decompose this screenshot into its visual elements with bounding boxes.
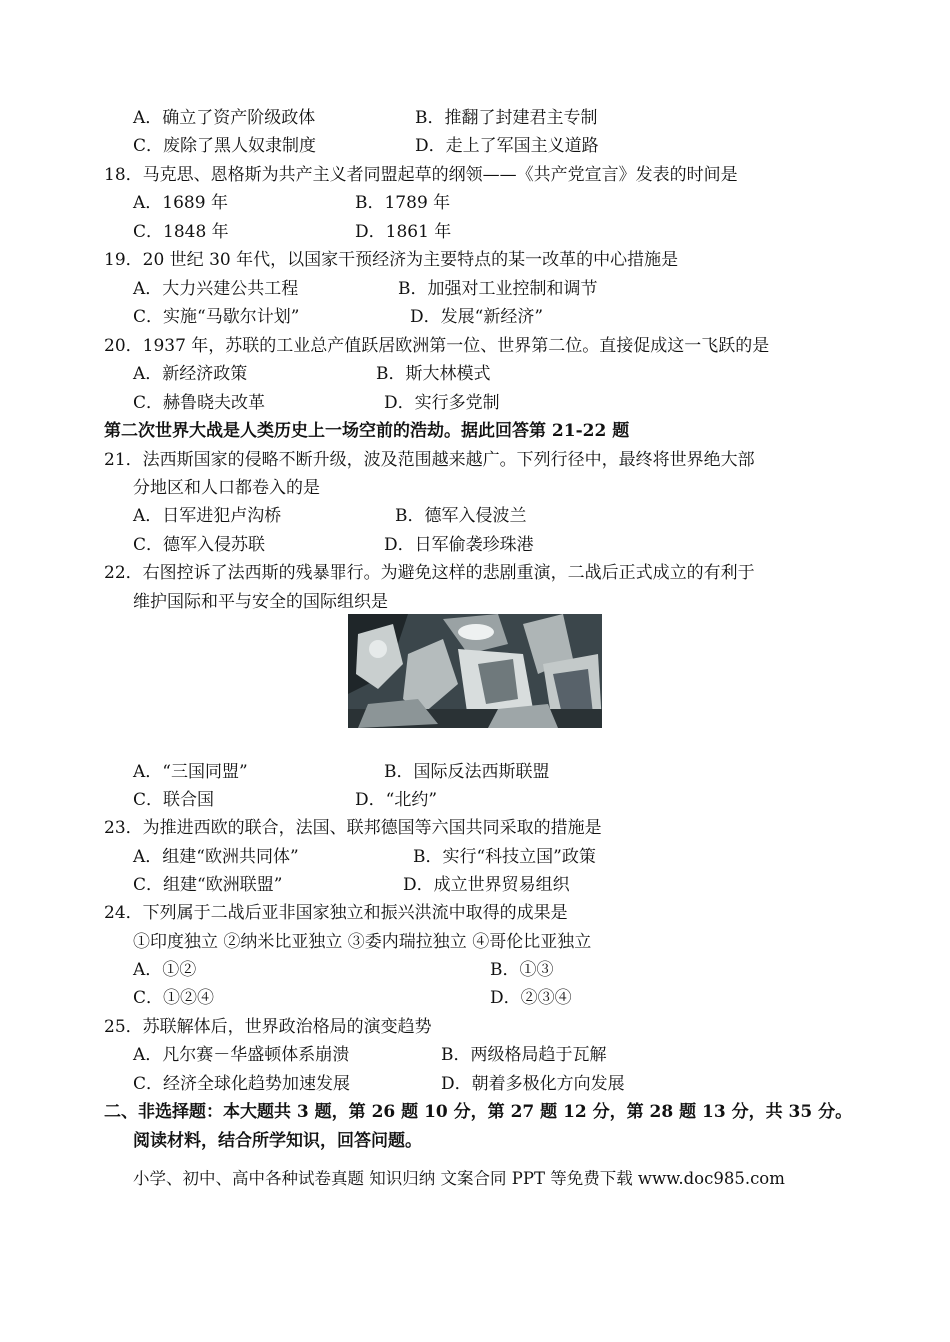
q23-option-c: C．组建“欧洲联盟” <box>133 875 283 895</box>
q18-option-b: B．1789 年 <box>355 193 451 213</box>
q20-option-c: C．赫鲁晓夫改革 <box>133 393 266 413</box>
q24-items: ①印度独立 ②纳米比亚独立 ③委内瑞拉独立 ④哥伦比亚独立 <box>133 932 592 952</box>
q24-option-b: B．①③ <box>490 960 554 980</box>
q22-stem-line2: 维护国际和平与安全的国际组织是 <box>133 592 388 612</box>
q24-stem: 24．下列属于二战后亚非国家独立和振兴洪流中取得的成果是 <box>104 903 568 923</box>
part2-instruction: 阅读材料，结合所学知识，回答问题。 <box>133 1131 422 1151</box>
q22-option-b: B．国际反法西斯联盟 <box>384 762 550 782</box>
q21-option-d: D．日军偷袭珍珠港 <box>384 535 534 555</box>
q18-stem: 18．马克思、恩格斯为共产主义者同盟起草的纲领——《共产党宣言》发表的时间是 <box>104 165 738 185</box>
q22-option-a: A．“三国同盟” <box>133 762 248 782</box>
q24-option-a: A．①② <box>133 960 197 980</box>
q25-stem: 25．苏联解体后，世界政治格局的演变趋势 <box>104 1017 432 1037</box>
q19-option-c: C．实施“马歇尔计划” <box>133 307 300 327</box>
q17-option-c: C．废除了黑人奴隶制度 <box>133 136 317 156</box>
q24-option-d: D．②③④ <box>490 988 572 1008</box>
q19-option-d: D．发展“新经济” <box>410 307 544 327</box>
q19-stem: 19．20 世纪 30 年代，以国家干预经济为主要特点的某一改革的中心措施是 <box>104 250 679 270</box>
guernica-painting-image <box>348 614 602 728</box>
part2-heading: 二、非选择题：本大题共 3 题，第 26 题 10 分，第 27 题 12 分，第 28 题 13 分，共 35 分。 <box>104 1102 853 1122</box>
q23-option-b: B．实行“科技立国”政策 <box>413 847 596 867</box>
q17-option-d: D．走上了军国主义道路 <box>415 136 599 156</box>
q24-option-c: C．①②④ <box>133 988 215 1008</box>
q20-stem: 20．1937 年，苏联的工业总产值跃居欧洲第一位、世界第二位。直接促成这一飞跃的是 <box>104 336 770 356</box>
footer-text: 小学、初中、高中各种试卷真题 知识归纳 文案合同 PPT 等免费下载 www.doc985.com <box>133 1169 785 1188</box>
q19-option-b: B．加强对工业控制和调节 <box>398 279 598 299</box>
q21-option-b: B．德军入侵波兰 <box>395 506 527 526</box>
painting-graphic <box>348 614 602 728</box>
q22-option-d: D．“北约” <box>355 790 438 810</box>
section-intro: 第二次世界大战是人类历史上一场空前的浩劫。据此回答第 21-22 题 <box>104 421 630 441</box>
q20-option-a: A．新经济政策 <box>133 364 248 384</box>
q18-option-d: D．1861 年 <box>355 222 452 242</box>
q18-option-c: C．1848 年 <box>133 222 229 242</box>
q18-option-a: A．1689 年 <box>133 193 228 213</box>
q25-option-c: C．经济全球化趋势加速发展 <box>133 1074 351 1094</box>
q20-option-b: B．斯大林模式 <box>376 364 491 384</box>
q22-stem-line1: 22．右图控诉了法西斯的残暴罪行。为避免这样的悲剧重演，二战后正式成立的有利于 <box>104 563 755 583</box>
q21-stem-line1: 21．法西斯国家的侵略不断升级，波及范围越来越广。下列行径中，最终将世界绝大部 <box>104 450 755 470</box>
q21-option-c: C．德军入侵苏联 <box>133 535 266 555</box>
q23-stem: 23．为推进西欧的联合，法国、联邦德国等六国共同采取的措施是 <box>104 818 602 838</box>
q21-stem-line2: 分地区和人口都卷入的是 <box>133 478 320 498</box>
q23-option-a: A．组建“欧洲共同体” <box>133 847 299 867</box>
q17-option-a: A．确立了资产阶级政体 <box>133 108 316 128</box>
q19-option-a: A．大力兴建公共工程 <box>133 279 299 299</box>
q23-option-d: D．成立世界贸易组织 <box>403 875 570 895</box>
q25-option-a: A．凡尔赛－华盛顿体系崩溃 <box>133 1045 350 1065</box>
q25-option-d: D．朝着多极化方向发展 <box>441 1074 625 1094</box>
q17-option-b: B．推翻了封建君主专制 <box>415 108 598 128</box>
q21-option-a: A．日军进犯卢沟桥 <box>133 506 282 526</box>
q25-option-b: B．两级格局趋于瓦解 <box>441 1045 607 1065</box>
q20-option-d: D．实行多党制 <box>384 393 500 413</box>
q22-option-c: C．联合国 <box>133 790 215 810</box>
